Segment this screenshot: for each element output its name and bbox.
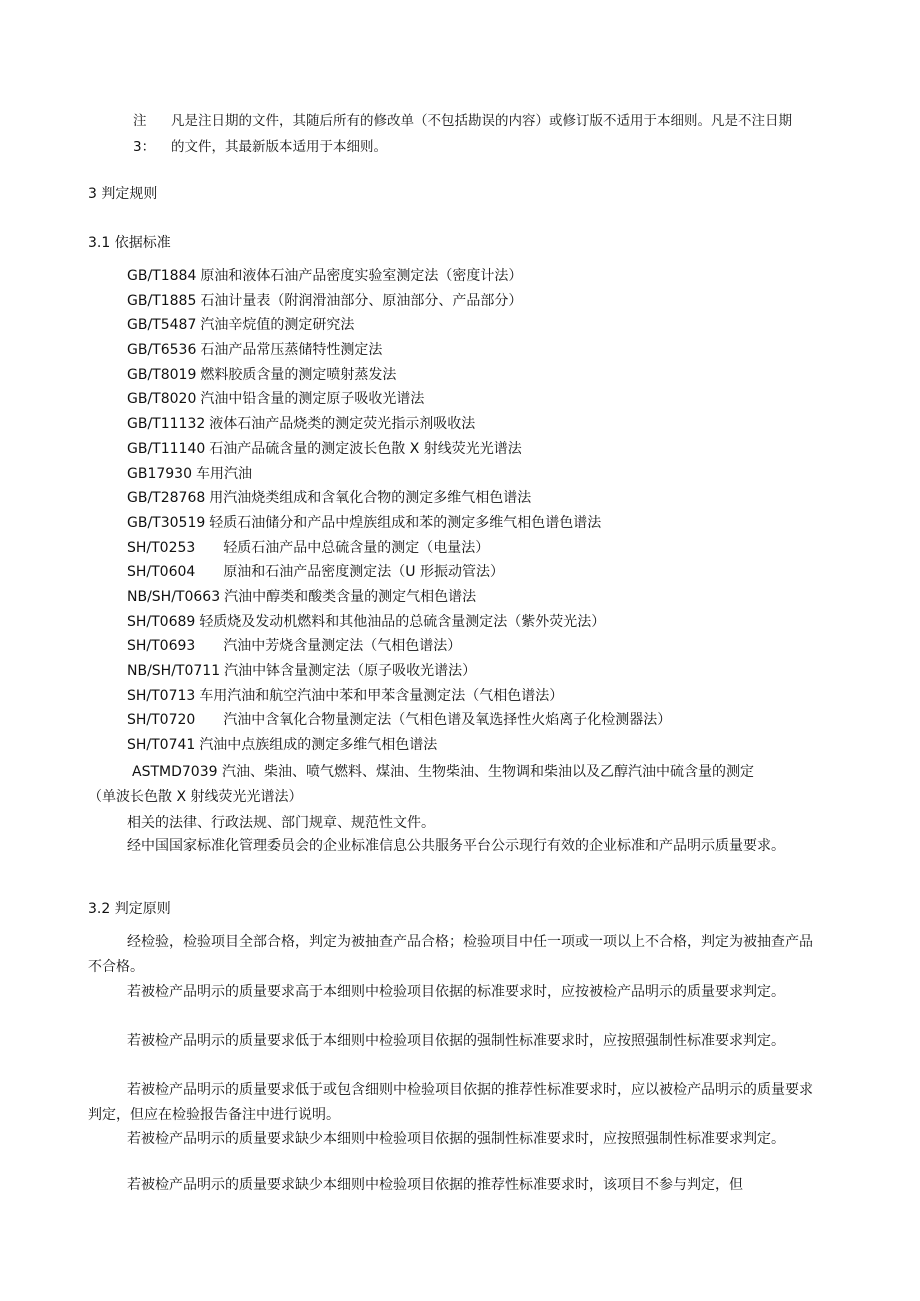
standard-code: GB/T1884	[127, 268, 197, 284]
standard-code: GB/T11132	[127, 416, 206, 433]
standard-title: 用汽油烧类组成和含氧化合物的测定多维气相色谱法	[209, 490, 532, 507]
standard-code: SH/T0720	[127, 712, 196, 729]
standard-item	[127, 338, 847, 363]
note-3	[133, 108, 823, 160]
standard-code: GB17930	[127, 465, 192, 482]
standard-code: SH/T0689	[127, 613, 196, 630]
rule-paragraph: 经检验，检验项目全部合格，判定为被抽查产品合格；检验项目中任一项或一项以上不合格，判定为被抽查产品不合格。	[88, 934, 813, 975]
note-line-2: 的文件，其最新版本适用于本细则。	[171, 139, 387, 155]
standard-title: 燃料胶质含量的测定喷射蒸发法	[200, 366, 397, 383]
standard-code: GB/T11140	[127, 440, 206, 457]
rule-paragraph: 若被检产品明示的质量要求低于或包含细则中检验项目依据的推荐性标准要求时，应以被检产品明示的质量要求判定，但应在检验报告备注中进行说明。	[88, 1082, 813, 1123]
standard-item	[127, 560, 847, 585]
standard-code: GB/T8020	[127, 391, 197, 408]
standard-code: GB/T8019	[127, 366, 197, 383]
standard-title: 汽油中钵含量测定法（原子吸收光谱法）	[224, 663, 477, 679]
standard-item	[127, 264, 847, 289]
standard-item	[127, 313, 847, 338]
note-label: 注 3：	[133, 113, 156, 155]
astm-line-1: ASTMD7039 汽油、柴油、喷气燃料、煤油、生物柴油、生物调和柴油以及乙醇汽油中硫含量的测定	[132, 764, 754, 780]
standard-item	[127, 462, 847, 487]
standard-code: GB/T28768	[127, 490, 206, 507]
standard-astm	[88, 760, 828, 810]
standard-code: SH/T0713	[127, 687, 196, 704]
standard-title: 汽油中铅含量的测定原子吸收光谱法	[200, 391, 425, 408]
standard-title: 液体石油产品烧类的测定荧光指示剂吸收法	[209, 416, 476, 433]
section-3-1-heading: 3.1 依据标准	[88, 235, 171, 251]
standard-code: SH/T0693	[127, 638, 196, 655]
standard-item	[127, 733, 847, 758]
standard-title: 石油产品常压蒸储特性测定法	[200, 342, 383, 359]
standard-item	[127, 437, 847, 462]
standard-code: SH/T0741	[127, 737, 196, 754]
standard-title: 石油产品硫含量的测定波长色散 X 射线荧光光谱法	[209, 440, 522, 457]
standard-code: SH/T0253	[127, 539, 196, 556]
standard-item	[127, 486, 847, 511]
standard-title: 轻质石油储分和产品中煌族组成和苯的测定多维气相色谱色谱法	[209, 514, 602, 531]
standard-code: GB/T1885	[127, 292, 197, 309]
standard-code: SH/T0604	[127, 564, 196, 581]
rule-paragraph: 若被检产品明示的质量要求高于本细则中检验项目依据的标准要求时，应按被检产品明示的质量要求判定。	[127, 984, 785, 1000]
standard-code: GB/T30519	[127, 514, 206, 531]
standard-item	[127, 634, 847, 659]
standard-title: 车用汽油	[196, 465, 252, 482]
astm-line-2: （单波长色散 X 射线荧光光谱法）	[88, 789, 303, 805]
standard-title: 轻质烧及发动机燃料和其他油品的总硫含量测定法（紫外荧光法）	[199, 613, 606, 630]
standard-title: 原油和液体石油产品密度实验室测定法（密度计法）	[200, 268, 523, 284]
standard-item	[127, 659, 847, 684]
standard-code: NB/SH/T0711	[127, 663, 221, 679]
standard-item	[127, 610, 847, 635]
rule-paragraph: 若被检产品明示的质量要求低于本细则中检验项目依据的强制性标准要求时，应按照强制性标准要求判定。	[127, 1033, 785, 1049]
standard-item	[127, 412, 847, 437]
rule-paragraph: 若被检产品明示的质量要求缺少本细则中检验项目依据的强制性标准要求时，应按照强制性标准要求判定。	[127, 1131, 785, 1147]
standard-title: 汽油中醇类和酸类含量的测定气相色谱法	[224, 588, 477, 605]
standard-title: 石油计量表（附润滑油部分、原油部分、产品部分）	[200, 292, 523, 309]
standard-code: GB/T5487	[127, 317, 197, 334]
standard-item	[127, 363, 847, 388]
standard-title: 汽油中芳烧含量测定法（气相色谱法）	[223, 638, 462, 655]
standard-item	[127, 289, 847, 314]
note-line-1: 凡是注日期的文件，其随后所有的修改单（不包括勘误的内容）或修订版不适用于本细则。凡是不注日期	[171, 113, 792, 129]
enterprise-standards-paragraph: 经中国国家标准化管理委员会的企业标准信息公共服务平台公示现行有效的企业标准和产品明示质量要求。	[127, 838, 785, 854]
standard-item	[127, 585, 847, 610]
section-3-2-heading: 3.2 判定原则	[88, 901, 171, 917]
rule-paragraph: 若被检产品明示的质量要求缺少本细则中检验项目依据的推荐性标准要求时，该项目不参与判定，但	[127, 1177, 743, 1193]
standard-title: 汽油辛烷值的测定研究法	[200, 317, 355, 334]
standard-title: 汽油中点族组成的测定多维气相色谱法	[199, 737, 438, 754]
standards-list	[127, 264, 847, 758]
standard-item	[127, 387, 847, 412]
standard-item	[127, 511, 847, 536]
standard-title: 车用汽油和航空汽油中苯和甲苯含量测定法（气相色谱法）	[199, 687, 564, 704]
standard-item	[127, 684, 847, 709]
standard-title: 原油和石油产品密度测定法（U 形振动管法）	[223, 564, 505, 581]
standard-item	[127, 708, 847, 733]
standard-code: NB/SH/T0663	[127, 588, 221, 605]
laws-paragraph: 相关的法律、行政法规、部门规章、规范性文件。	[127, 815, 435, 831]
standard-title: 轻质石油产品中总硫含量的测定（电量法）	[223, 539, 490, 556]
standard-code: GB/T6536	[127, 342, 197, 359]
standard-title: 汽油中含氧化合物量测定法（气相色谱及氧选择性火焰离子化检测器法）	[223, 712, 672, 729]
standard-item	[127, 536, 847, 561]
section-3-heading: 3 判定规则	[88, 186, 158, 202]
